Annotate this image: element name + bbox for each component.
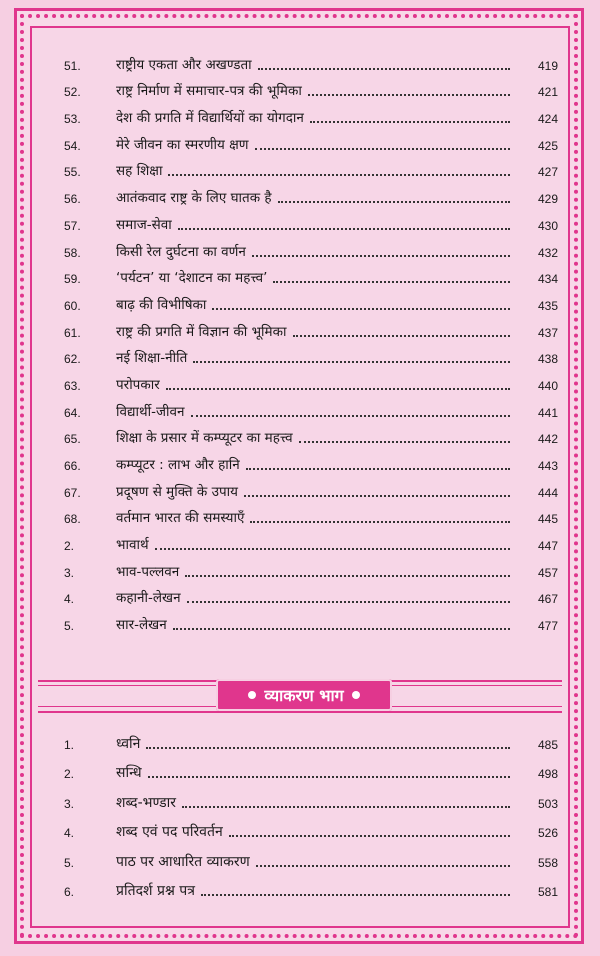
entry-title: पाठ पर आधारित व्याकरण (116, 853, 250, 870)
entry-page-number: 427 (537, 165, 558, 180)
contents-row (38, 48, 562, 75)
dot-leader (146, 746, 510, 749)
dot-leader (212, 307, 510, 310)
dot-leader (273, 280, 510, 283)
contents-list-essays (38, 48, 562, 635)
entry-title: विद्यार्थी-जीवन (116, 403, 185, 420)
entry-page-number: 477 (537, 619, 558, 634)
contents-row (38, 813, 562, 843)
entry-title: सार-लेखन (116, 617, 167, 634)
entry-number: 4. (64, 826, 75, 840)
dot-leader (185, 574, 510, 577)
contents-row (38, 181, 562, 208)
entry-page-number: 429 (537, 192, 558, 207)
entry-title: राष्ट्र निर्माण में समाचार-पत्र की भूमिका (116, 83, 302, 100)
entry-number: 62. (64, 352, 81, 367)
dot-leader (244, 494, 510, 497)
dot-leader (252, 254, 510, 257)
contents-row (38, 448, 562, 475)
entry-title: समाज-सेवा (116, 216, 172, 233)
section-heading (216, 679, 392, 711)
entry-title: कहानी-लेखन (116, 590, 181, 607)
contents-row (38, 502, 562, 529)
entry-number: 63. (64, 378, 81, 393)
entry-number: 3. (64, 565, 75, 580)
contents-row (38, 235, 562, 262)
entry-page-number: 441 (537, 405, 558, 420)
entry-title: देश की प्रगति में विद्यार्थियों का योगदान (116, 110, 304, 127)
entry-page-number: 445 (537, 512, 558, 527)
entry-title: शब्द एवं पद परिवर्तन (116, 824, 223, 840)
entry-title: ‘पर्यटन’ या ‘देशाटन का महत्त्व’ (116, 270, 268, 287)
entry-title: सन्धि (116, 765, 142, 781)
dot-leader (293, 334, 511, 337)
dot-leader (178, 227, 510, 230)
bullet-icon (352, 691, 360, 699)
dot-leader (308, 93, 510, 96)
contents-row (38, 155, 562, 182)
contents-row (38, 475, 562, 502)
entry-page-number: 442 (537, 432, 558, 447)
entry-number: 2. (64, 539, 75, 554)
entry-page-number: 440 (537, 378, 558, 393)
entry-number: 67. (64, 485, 81, 500)
entry-page-number: 444 (537, 485, 558, 500)
contents-row (38, 128, 562, 155)
entry-title: कम्प्यूटर : लाभ और हानि (116, 457, 240, 473)
entry-page-number: 526 (537, 826, 558, 840)
dot-leader (299, 440, 510, 443)
entry-page-number: 421 (537, 85, 558, 100)
divider-line (38, 711, 562, 713)
entry-title: शब्द-भण्डार (116, 794, 177, 811)
contents-row (38, 754, 562, 784)
entry-number: 53. (64, 112, 81, 127)
contents-row (38, 555, 562, 582)
entry-number: 61. (64, 325, 81, 340)
entry-title: भावार्थ (116, 537, 149, 554)
entry-page-number: 581 (537, 885, 558, 899)
bullet-icon (248, 691, 256, 699)
entry-number: 56. (64, 192, 81, 207)
entry-page-number: 432 (537, 245, 558, 260)
entry-page-number: 425 (537, 138, 558, 153)
contents-row (38, 872, 562, 902)
contents-row (38, 75, 562, 102)
contents-row (38, 262, 562, 289)
entry-number: 52. (64, 85, 81, 100)
entry-page-number: 443 (537, 459, 558, 473)
contents-row (38, 608, 562, 635)
dot-leader (155, 547, 510, 550)
entry-number: 1. (64, 737, 75, 752)
dot-leader (182, 805, 510, 808)
contents-list-grammar (38, 724, 562, 901)
dot-leader (187, 600, 510, 603)
dot-leader (173, 627, 510, 630)
entry-page-number: 485 (537, 737, 558, 752)
contents-row (38, 101, 562, 128)
entry-title: आतंकवाद राष्ट्र के लिए घातक है (116, 190, 272, 207)
entry-page-number: 438 (537, 352, 558, 367)
dot-leader (148, 775, 510, 778)
entry-number: 6. (64, 885, 75, 899)
entry-number: 2. (64, 767, 75, 781)
entry-title: किसी रेल दुर्घटना का वर्णन (116, 243, 246, 260)
section-heading-text: व्याकरण भाग (264, 686, 344, 705)
dot-leader (258, 67, 510, 70)
entry-number: 64. (64, 405, 81, 420)
entry-title: ध्वनि (116, 735, 141, 752)
entry-page-number: 503 (537, 796, 558, 811)
entry-title: राष्ट्रीय एकता और अखण्डता (116, 56, 252, 73)
contents-row (38, 422, 562, 449)
contents-row (38, 395, 562, 422)
contents-row (38, 842, 562, 872)
contents-row (38, 208, 562, 235)
entry-title: प्रतिदर्श प्रश्न पत्र (116, 883, 195, 899)
entry-number: 60. (64, 298, 81, 313)
entry-page-number: 558 (537, 855, 558, 870)
dot-leader (193, 360, 510, 363)
contents-row (38, 342, 562, 369)
contents-row (38, 528, 562, 555)
section-divider (38, 678, 562, 714)
entry-number: 57. (64, 218, 81, 233)
entry-title: बाढ़ की विभीषिका (116, 296, 207, 313)
entry-title: नई शिक्षा-नीति (116, 350, 188, 367)
dot-leader (166, 387, 510, 390)
entry-title: प्रदूषण से मुक्ति के उपाय (116, 483, 238, 500)
entry-title: राष्ट्र की प्रगति में विज्ञान की भूमिका (116, 323, 287, 340)
entry-page-number: 498 (537, 767, 558, 781)
entry-number: 5. (64, 855, 75, 870)
entry-page-number: 430 (537, 218, 558, 233)
entry-page-number: 437 (537, 325, 558, 340)
dot-leader (256, 864, 510, 867)
entry-number: 58. (64, 245, 81, 260)
entry-page-number: 434 (537, 272, 558, 287)
dot-leader (310, 120, 510, 123)
entry-number: 66. (64, 459, 81, 473)
dot-leader (229, 834, 510, 837)
entry-number: 51. (64, 58, 81, 73)
dot-leader (246, 467, 510, 470)
entry-title: मेरे जीवन का स्मरणीय क्षण (116, 136, 249, 153)
entry-page-number: 424 (537, 112, 558, 127)
entry-number: 55. (64, 165, 81, 180)
contents-row (38, 288, 562, 315)
entry-title: भाव-पल्लवन (116, 563, 180, 580)
entry-number: 54. (64, 138, 81, 153)
entry-number: 5. (64, 619, 75, 634)
entry-page-number: 419 (537, 58, 558, 73)
entry-title: शिक्षा के प्रसार में कम्प्यूटर का महत्त्व (116, 430, 293, 447)
entry-page-number: 435 (537, 298, 558, 313)
entry-page-number: 457 (537, 565, 558, 580)
entry-title: वर्तमान भारत की समस्याएँ (116, 510, 245, 527)
entry-title: परोपकार (116, 376, 160, 393)
entry-number: 59. (64, 272, 81, 287)
entry-title: सह शिक्षा (116, 163, 163, 180)
contents-row (38, 368, 562, 395)
entry-number: 68. (64, 512, 81, 527)
contents-row (38, 315, 562, 342)
contents-row (38, 582, 562, 609)
dot-leader (250, 520, 510, 523)
dot-leader (255, 147, 510, 150)
dot-leader (168, 173, 510, 176)
entry-number: 4. (64, 592, 75, 607)
entry-page-number: 467 (537, 592, 558, 607)
dot-leader (201, 893, 510, 896)
dot-leader (278, 200, 510, 203)
contents-row (38, 724, 562, 754)
dot-leader (191, 414, 510, 417)
contents-row (38, 783, 562, 813)
entry-number: 65. (64, 432, 81, 447)
entry-page-number: 447 (537, 539, 558, 554)
entry-number: 3. (64, 796, 75, 811)
